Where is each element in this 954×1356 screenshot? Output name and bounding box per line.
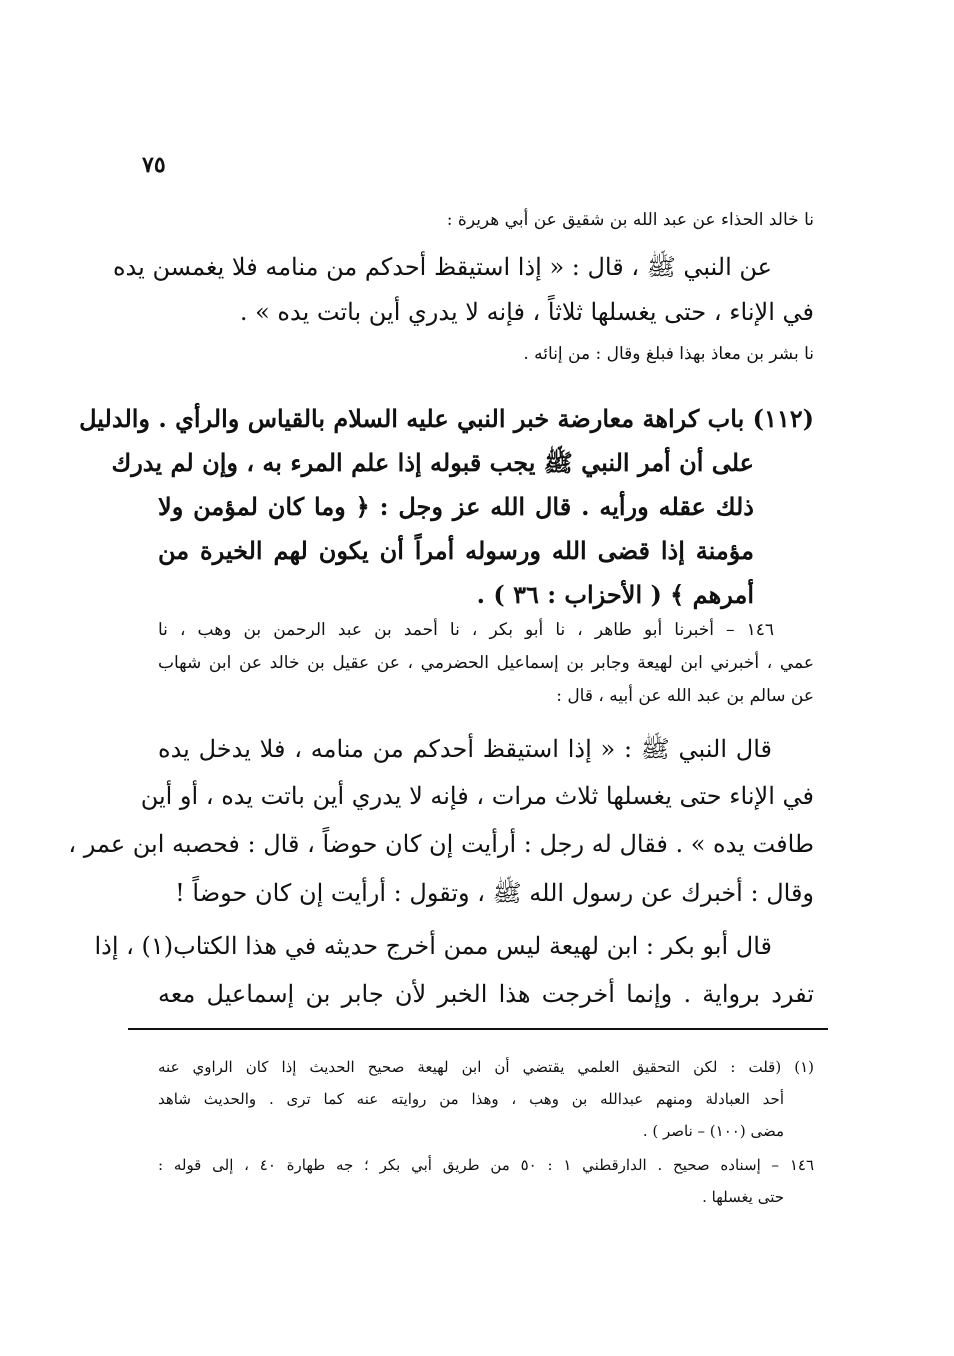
hadith2-line: طافت يده » . فقال له رجل : أرأيت إن كان حوضاً ، قال : فحصبه ابن عمر ،	[68, 830, 814, 858]
isnad-line: ١٤٦ – أخبرنا أبو طاهر ، نا أبو بكر ، نا أحمد بن عبد الرحمن بن وهب ، نا	[158, 620, 774, 640]
hadith1-line: عن النبي ﷺ ، قال : « إذا استيقظ أحدكم من منامه فلا يغمسن يده	[112, 253, 772, 281]
footnote-line: (١) (قلت : لكن التحقيق العلمي يقتضي أن ابن لهيعة صحيح الحديث إذا كان الراوي عنه	[158, 1058, 814, 1076]
chapter-heading-line: (١١٢) باب كراهة معارضة خبر النبي عليه السلام بالقياس والرأي . والدليل	[79, 404, 814, 433]
hadith2-line: في الإناء حتى يغسلها ثلاث مرات ، فإنه لا يدري أين باتت يده ، أو أين	[140, 782, 814, 810]
chain-top: نا خالد الحذاء عن عبد الله بن شقيق عن أبي هريرة :	[446, 210, 814, 230]
hadith2-line: قال النبي ﷺ : « إذا استيقظ أحدكم من منامه ، فلا يدخل يده	[158, 735, 772, 763]
chapter-heading-line: أمرهم ﴾ ( الأحزاب : ٣٦ ) .	[476, 580, 754, 609]
chain-note: نا بشر بن معاذ بهذا فبلغ وقال : من إنائه .	[523, 344, 814, 364]
page-number: ٧٥	[142, 152, 166, 178]
chapter-heading-line: مؤمنة إذا قضى الله ورسوله أمراً أن يكون لهم الخيرة من	[158, 536, 754, 565]
commentary-line: تفرد برواية . وإنما أخرجت هذا الخبر لأن جابر بن إسماعيل معه	[158, 980, 814, 1008]
hadith2-line: وقال : أخبرك عن رسول الله ﷺ ، وتقول : أرأيت إن كان حوضاً !	[175, 879, 814, 907]
footnote-separator	[128, 1028, 828, 1030]
footnote-line: أحد العبادلة ومنهم عبدالله بن وهب ، وهذا من روايته عنه كما ترى . والحديث شاهد	[158, 1090, 784, 1108]
hadith1-line: في الإناء ، حتى يغسلها ثلاثاً ، فإنه لا يدري أين باتت يده » .	[239, 298, 814, 326]
footnote-line: حتى يغسلها .	[702, 1188, 784, 1206]
isnad-line: عن سالم بن عبد الله عن أبيه ، قال :	[556, 686, 814, 706]
footnote-line: ١٤٦ – إسناده صحيح . الدارقطني ١ : ٥٠ من طريق أبي بكر ؛ جه طهارة ٤٠ ، إلى قوله :	[158, 1156, 815, 1174]
footnote-line: مضى (١٠٠) – ناصر ) .	[642, 1122, 784, 1140]
chapter-heading-line: على أن أمر النبي ﷺ يجب قبوله إذا علم المرء به ، وإن لم يدرك	[111, 448, 754, 477]
chapter-heading-line: ذلك عقله ورأيه . قال الله عز وجل : ﴿ وما كان لمؤمن ولا	[158, 492, 754, 521]
commentary-line: قال أبو بكر : ابن لهيعة ليس ممن أخرج حديثه في هذا الكتاب(١) ، إذا	[94, 932, 772, 960]
isnad-line: عمي ، أخبرني ابن لهيعة وجابر بن إسماعيل الحضرمي ، عن عقيل بن خالد عن ابن شهاب	[158, 653, 814, 673]
